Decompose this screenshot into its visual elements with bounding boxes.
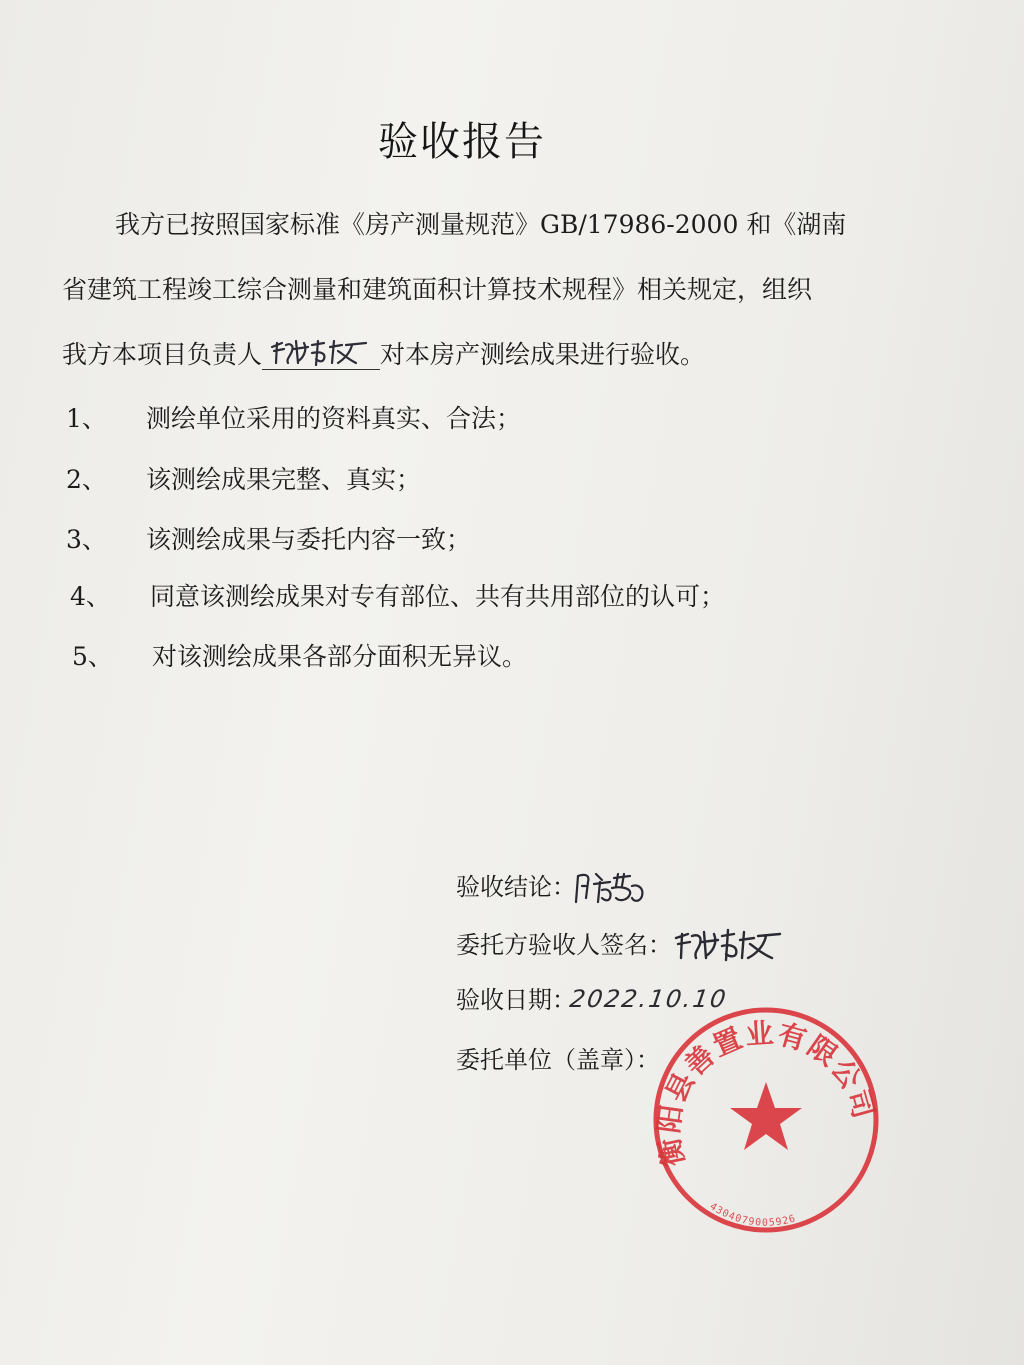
company-seal-stamp [640,1000,890,1250]
list-item-number: 2、 [66,465,107,494]
handwritten-date: 2022.10.10 [568,985,730,1013]
date-label: 验收日期： [456,986,576,1014]
document-title: 验收报告 [378,119,546,165]
list-item-text: 测绘单位采用的资料真实、合法； [146,404,522,433]
paragraph-line-3 [62,340,892,370]
svg-text:衡阳县善置业有限公司: 衡阳县善置业有限公司 [652,1016,881,1170]
conclusion-label: 验收结论： [456,873,576,901]
svg-text:4304079005926: 4304079005926 [707,1201,798,1229]
paragraph-line-2: 省建筑工程竣工综合测量和建筑面积计算技术规程》相关规定，组织 [62,275,813,304]
list-item-number: 4、 [70,582,111,611]
project-leader-blank [262,343,380,370]
handwritten-signature-acceptor [672,926,784,966]
list-item-number: 3、 [66,525,107,554]
handwritten-conclusion [572,868,652,908]
paragraph-line-1: 我方已按照国家标准《房产测量规范》GB/17986-2000 和《湖南 [115,210,847,239]
acceptor-signature-label: 委托方验收人签名： [456,931,672,959]
list-item-text: 该测绘成果完整、真实； [146,465,422,494]
list-item-number: 5、 [72,642,113,671]
paragraph-line-3-start: 我方本项目负责人 [62,340,263,369]
handwritten-signature-leader [268,337,378,369]
list-item-text: 对该测绘成果各部分面积无异议。 [152,642,528,671]
list-item-number: 1、 [66,404,107,433]
paragraph-line-3-end: 对本房产测绘成果进行验收。 [380,340,706,369]
list-item-text: 同意该测绘成果对专有部位、共有共用部位的认可； [150,582,726,611]
list-item-text: 该测绘成果与委托内容一致； [146,525,472,554]
entrusting-unit-label: 委托单位（盖章）： [456,1046,660,1074]
